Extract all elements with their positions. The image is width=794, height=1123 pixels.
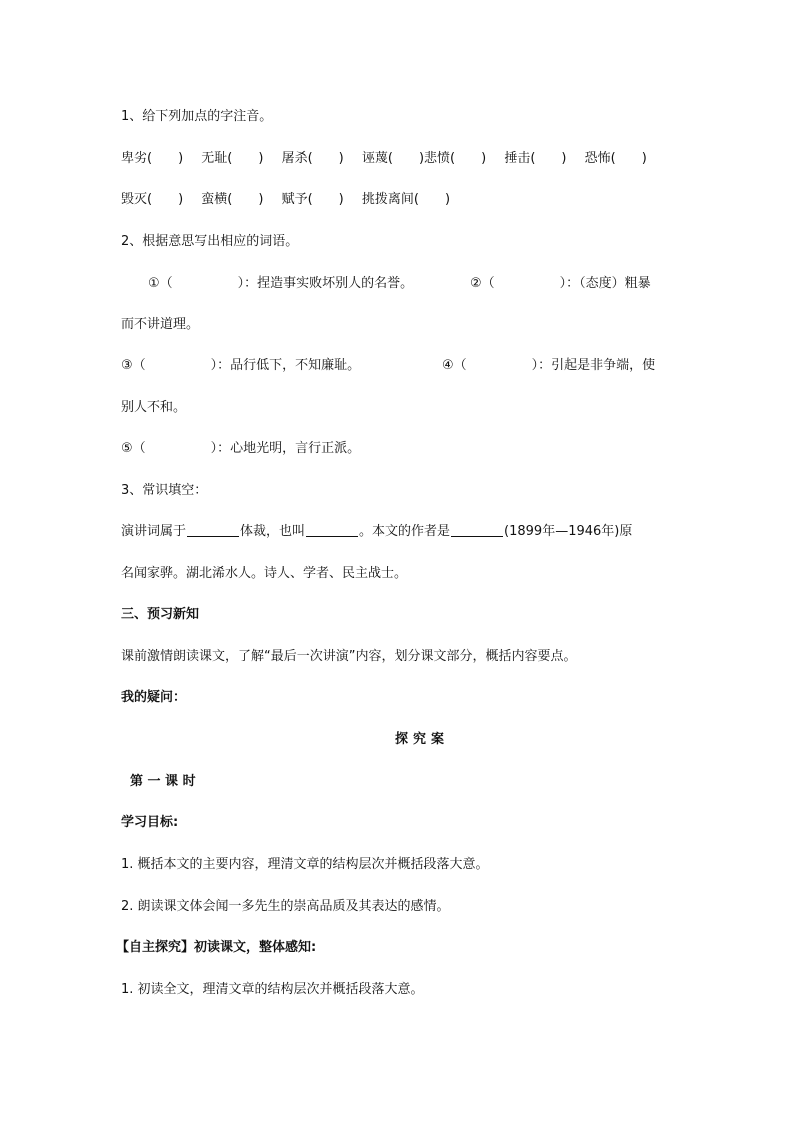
q3-title: 3、常识填空： — [121, 483, 208, 498]
goal-2: 2. 朗读课文体会闻一多先生的崇高品质及其表达的感情。 — [121, 899, 450, 914]
q3-paragraph-line1 — [121, 523, 632, 541]
q3-text: 演讲词属于 — [121, 524, 187, 539]
q3-text: 体裁，也叫 — [240, 524, 306, 539]
q3-text: 。本文的作者是 — [359, 524, 451, 539]
pinyin-item: 挑拨离间( ) — [361, 192, 451, 207]
preview-heading: 三、预习新知 — [121, 607, 200, 622]
q2-item3: ③（ ）：品行低下，不知廉耻。 — [121, 358, 361, 373]
preview-text: 课前激情朗读课文，了解“最后一次讲演”内容，划分课文部分，概括内容要点。 — [121, 649, 577, 664]
q3-paragraph-line2: 名闻家骅。湖北浠水人。诗人、学者、民主战士。 — [121, 566, 408, 581]
pinyin-item: 屠杀( ) — [281, 151, 344, 166]
pinyin-item: 无耻( ) — [201, 151, 264, 166]
pinyin-item: 诬蔑( )悲愤( ) — [361, 151, 487, 166]
q1-title: 1、给下列加点的字注音。 — [121, 109, 273, 124]
pinyin-item: 捶击( ) — [504, 151, 567, 166]
q2-item2-cont: 而不讲道理。 — [121, 317, 200, 332]
goals-heading: 学习目标: — [121, 815, 179, 830]
q3-text: (1899年—1946年)原 — [504, 524, 633, 539]
pinyin-item: 毁灭( ) — [121, 192, 184, 207]
q2-item1: ①（ ）：捏造事实败坏别人的名誉。 — [148, 276, 414, 291]
lesson-label: 第 一 课 时 — [130, 774, 196, 789]
q2-title: 2、根据意思写出相应的词语。 — [121, 234, 299, 249]
self-study-heading: 【自主探究】初读课文，整体感知: — [116, 940, 317, 955]
goal-1: 1. 概括本文的主要内容，理清文章的结构层次并概括段落大意。 — [121, 857, 489, 872]
q2-item5: ⑤（ ）：心地光明，言行正派。 — [121, 441, 361, 456]
q2-item2: ②（ ）：（态度）粗暴 — [470, 276, 651, 291]
fill-blank[interactable] — [187, 523, 239, 537]
fill-blank[interactable] — [451, 523, 503, 537]
pinyin-item: 恐怖( ) — [584, 151, 647, 166]
my-question-label: 我的疑问： — [121, 690, 187, 705]
task-1: 1. 初读全文，理清文章的结构层次并概括段落大意。 — [121, 982, 424, 997]
pinyin-item: 卑劣( ) — [121, 151, 184, 166]
q2-item4: ④（ ）：引起是非争端，使 — [442, 358, 656, 373]
pinyin-item: 赋予( ) — [281, 192, 344, 207]
fill-blank[interactable] — [306, 523, 358, 537]
q1-row2 — [121, 191, 450, 209]
q2-item4-cont: 别人不和。 — [121, 400, 187, 415]
inquiry-title: 探究案 — [394, 732, 449, 747]
pinyin-item: 蛮横( ) — [201, 192, 264, 207]
q1-row1 — [121, 150, 647, 168]
